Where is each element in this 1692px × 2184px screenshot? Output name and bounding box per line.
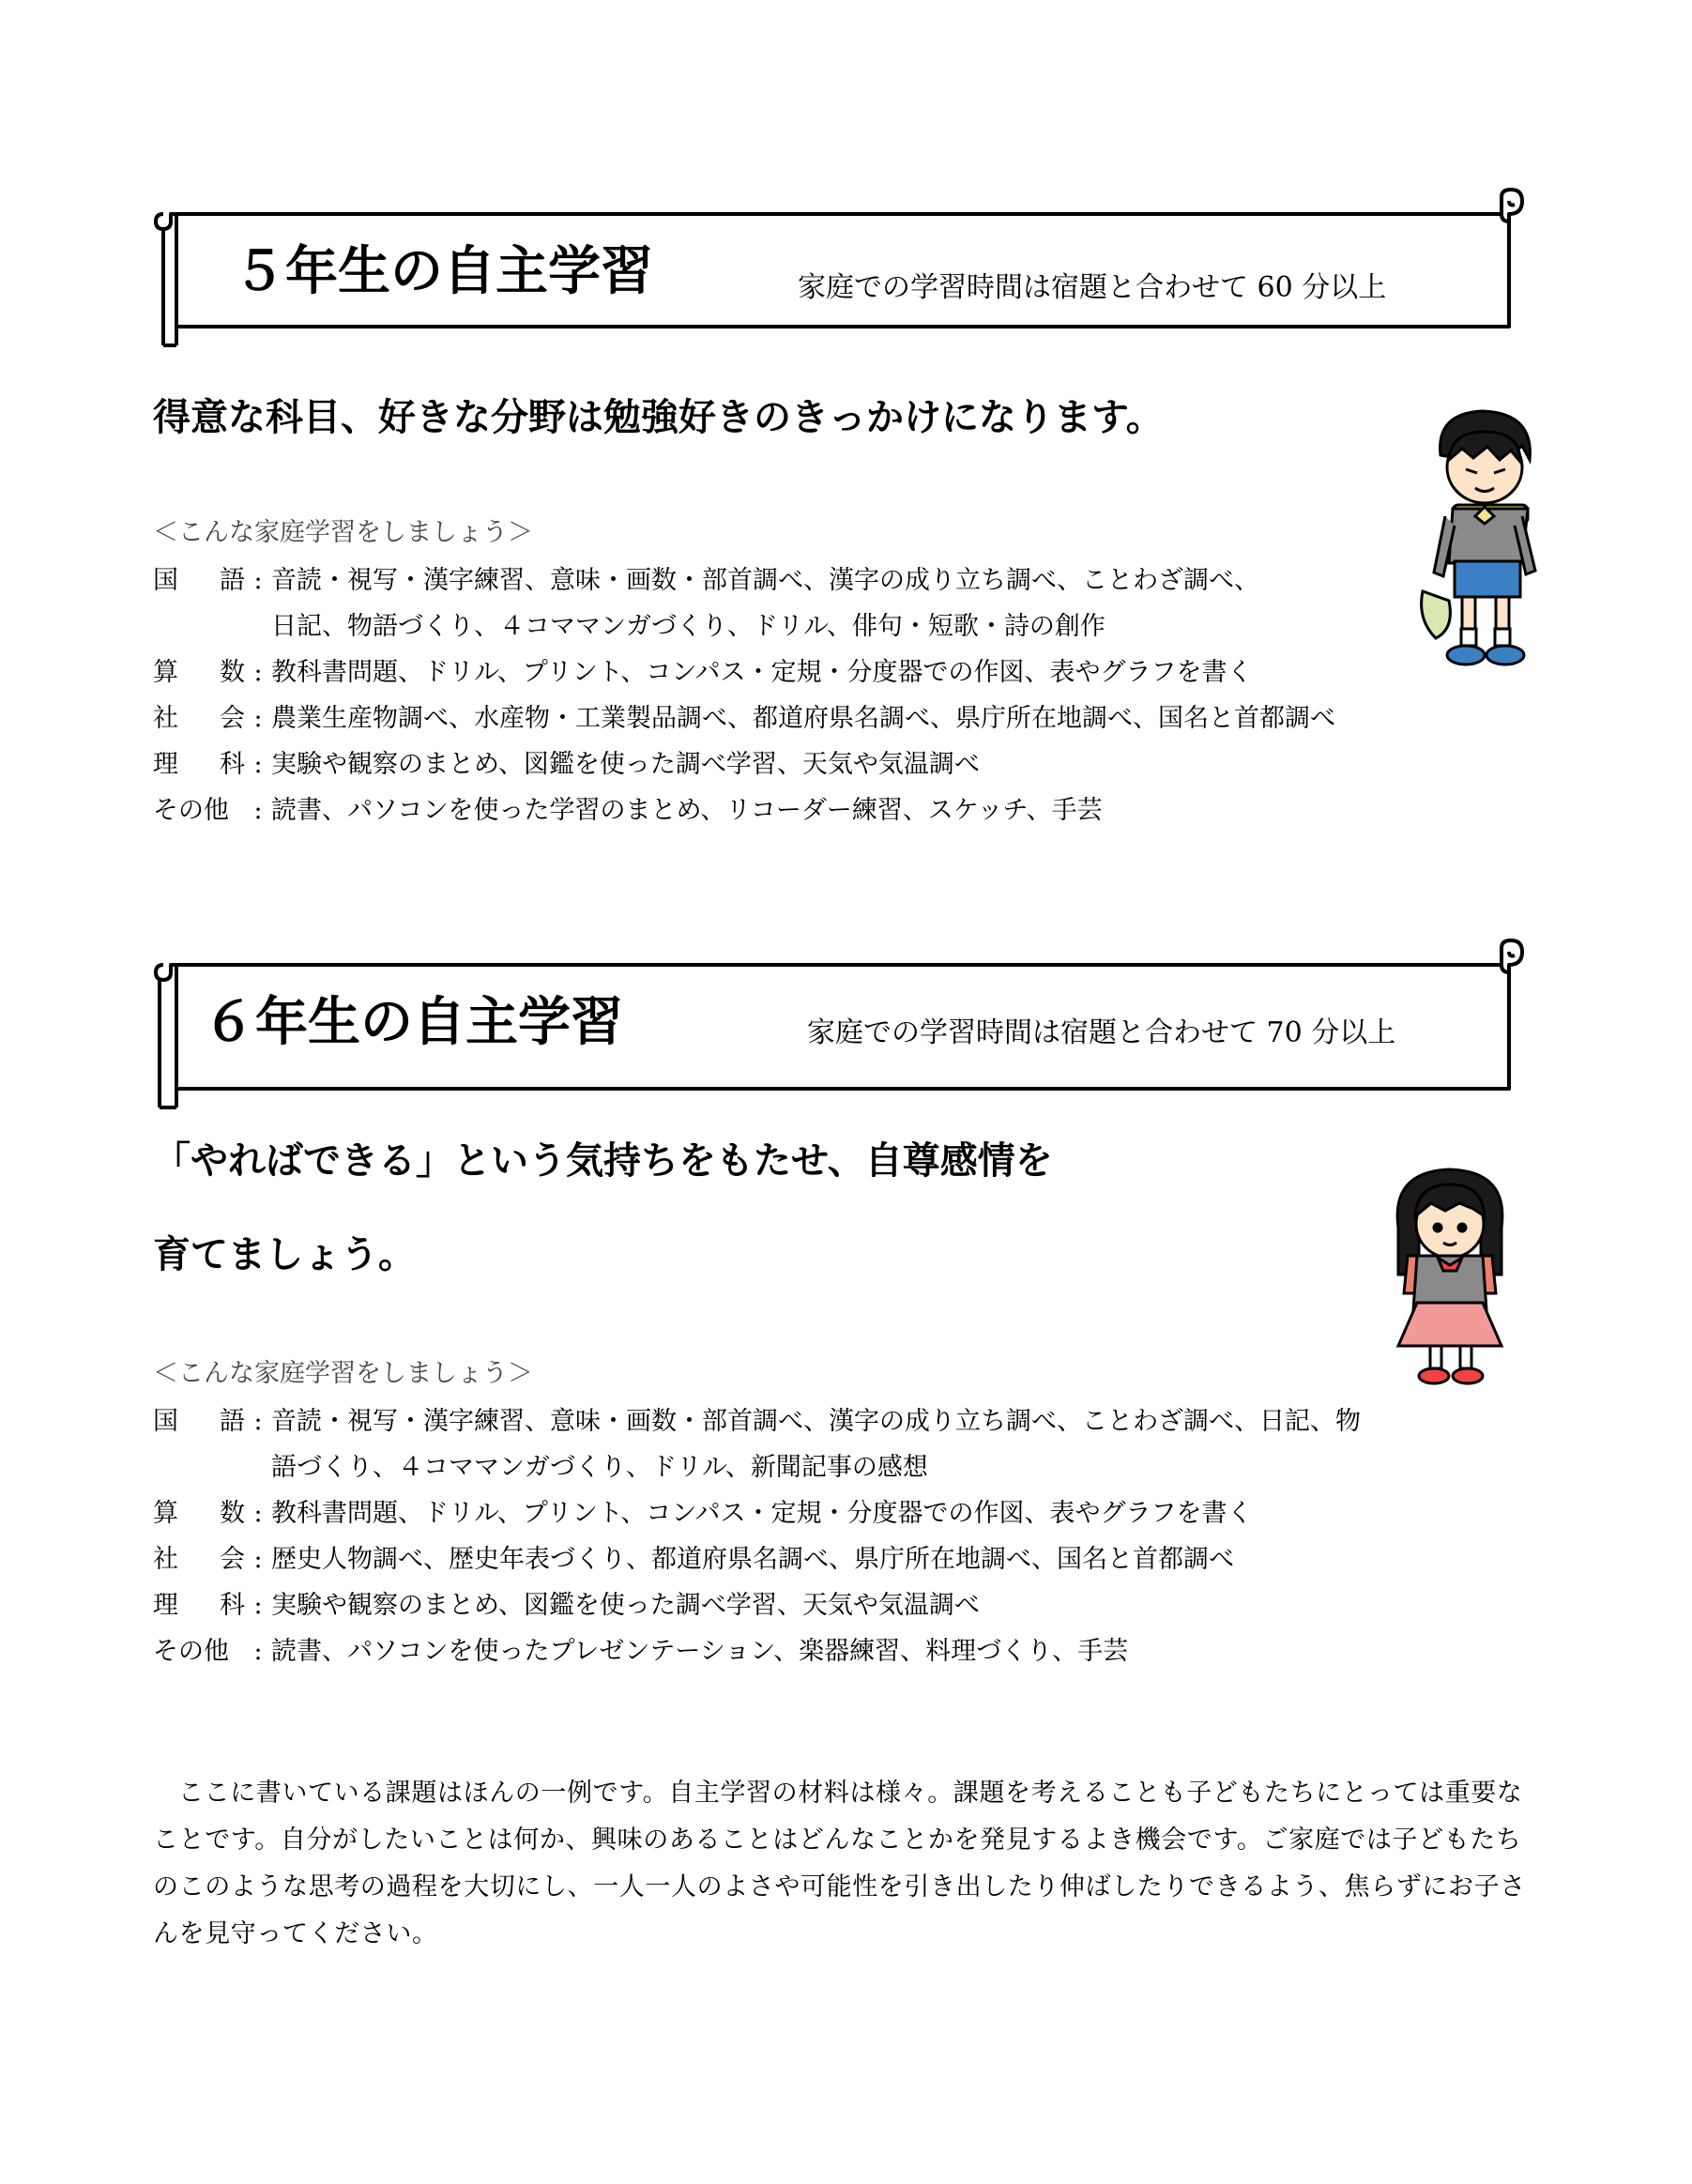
grade5-intro: ＜こんな家庭学習をしましょう＞ bbox=[153, 518, 533, 547]
subject-content: 読書、パソコンを使った学習のまとめ、リコーダー練習、スケッチ、手芸 bbox=[271, 796, 1103, 825]
grade6-intro: ＜こんな家庭学習をしましょう＞ bbox=[153, 1359, 533, 1388]
subject-content: 農業生産物調べ、水産物・工業製品調べ、都道府県名調べ、県庁所在地調べ、国名と首都調べ bbox=[271, 704, 1335, 733]
grade5-title: ５年生の自主学習 bbox=[233, 241, 653, 302]
subject-content: 語づくり、４コママンガづくり、ドリル、新聞記事の感想 bbox=[271, 1453, 928, 1482]
grade6-banner bbox=[150, 937, 1548, 1115]
subject-content: 教科書問題、ドリル、プリント、コンパス・定規・分度器での作図、表やグラフを書く bbox=[271, 1499, 1253, 1528]
subject-row-math: 算 数 : 教科書問題、ドリル、プリント、コンパス・定規・分度器での作図、表やグラフを書く bbox=[153, 649, 1551, 695]
subject-content: 日記、物語づくり、４コママンガづくり、ドリル、俳句・短歌・詩の創作 bbox=[271, 612, 1105, 641]
subject-label: 理 科 bbox=[153, 1591, 245, 1620]
subject-content: 音読・視写・漢字練習、意味・画数・部首調べ、漢字の成り立ち調べ、ことわざ調べ、日記、物 bbox=[271, 1407, 1361, 1436]
subject-label: その他 bbox=[153, 1637, 229, 1666]
grade6-subject-list bbox=[153, 1398, 1551, 1674]
subject-label: 社 会 bbox=[153, 1545, 245, 1574]
subject-row-math: 算 数 : 教科書問題、ドリル、プリント、コンパス・定規・分度器での作図、表やグラフを書く bbox=[153, 1490, 1551, 1536]
subject-row-continuation bbox=[153, 603, 1551, 649]
subject-label: 算 数 bbox=[153, 658, 245, 687]
subject-row-japanese: 国 語 : 音読・視写・漢字練習、意味・画数・部首調べ、漢字の成り立ち調べ、ことわざ調べ、 bbox=[153, 557, 1551, 603]
subject-label: 社 会 bbox=[153, 704, 245, 733]
subject-label: 国 語 bbox=[153, 566, 245, 595]
subject-content: 教科書問題、ドリル、プリント、コンパス・定規・分度器での作図、表やグラフを書く bbox=[271, 658, 1253, 687]
closing-paragraph: ここに書いている課題はほんの一例です。自主学習の材料は様々。課題を考えることも子どもたちにとっては重要なことです。自分がしたいことは何か、興味のあることはどんなことかを発見するよき機会です。ご家庭では子どもたちのこのような思考の過程を大切にし、一人一人のよさや可能性を引き出したり伸ばしたりできるよう、焦らずにお子さんを見守ってください。 bbox=[153, 1779, 1526, 1948]
subject-label: 理 科 bbox=[153, 750, 245, 779]
subject-content: 実験や観察のまとめ、図鑑を使った調べ学習、天気や気温調べ bbox=[271, 750, 980, 779]
subject-content: 読書、パソコンを使ったプレゼンテーション、楽器練習、料理づくり、手芸 bbox=[271, 1637, 1129, 1666]
grade5-banner bbox=[150, 186, 1548, 350]
subject-row-social: 社 会 : 農業生産物調べ、水産物・工業製品調べ、都道府県名調べ、県庁所在地調べ、国名と首都調べ bbox=[153, 695, 1551, 741]
subject-content: 音読・視写・漢字練習、意味・画数・部首調べ、漢字の成り立ち調べ、ことわざ調べ、 bbox=[271, 566, 1259, 595]
subject-label: その他 bbox=[153, 796, 229, 825]
subject-content: 実験や観察のまとめ、図鑑を使った調べ学習、天気や気温調べ bbox=[271, 1591, 980, 1620]
subject-row-science: 理 科 : 実験や観察のまとめ、図鑑を使った調べ学習、天気や気温調べ bbox=[153, 1582, 1551, 1628]
subject-row-social: 社 会 : 歴史人物調べ、歴史年表づくり、都道府県名調べ、県庁所在地調べ、国名と首都調べ bbox=[153, 1536, 1551, 1582]
subject-label: 算 数 bbox=[153, 1499, 245, 1528]
subject-row-other: その他 : 読書、パソコンを使ったプレゼンテーション、楽器練習、料理づくり、手芸 bbox=[153, 1628, 1551, 1674]
subject-content: 歴史人物調べ、歴史年表づくり、都道府県名調べ、県庁所在地調べ、国名と首都調べ bbox=[271, 1545, 1234, 1574]
grade5-subtitle: 家庭での学習時間は宿題と合わせて 60 分以上 bbox=[798, 271, 1387, 304]
grade6-title: ６年生の自主学習 bbox=[203, 992, 623, 1053]
subject-row-other: その他 : 読書、パソコンを使った学習のまとめ、リコーダー練習、スケッチ、手芸 bbox=[153, 787, 1551, 833]
grade5-lead: 得意な科目、好きな分野は勉強好きのきっかけになります。 bbox=[153, 396, 1164, 439]
subject-label: 国 語 bbox=[153, 1407, 245, 1436]
subject-row-science: 理 科 : 実験や観察のまとめ、図鑑を使った調べ学習、天気や気温調べ bbox=[153, 741, 1551, 787]
subject-row-japanese: 国 語 : 音読・視写・漢字練習、意味・画数・部首調べ、漢字の成り立ち調べ、ことわざ調べ、日記、物 bbox=[153, 1398, 1551, 1444]
girl-student-illustration bbox=[1380, 1162, 1520, 1387]
grade6-subtitle: 家庭での学習時間は宿題と合わせて 70 分以上 bbox=[807, 1016, 1396, 1049]
grade5-subject-list bbox=[153, 557, 1551, 833]
grade6-lead-line2: 育てましょう。 bbox=[153, 1233, 416, 1276]
subject-row-continuation bbox=[153, 1444, 1551, 1490]
grade6-lead-line1: 「やればできる」という気持ちをもたせ、自尊感情を bbox=[153, 1139, 1053, 1183]
